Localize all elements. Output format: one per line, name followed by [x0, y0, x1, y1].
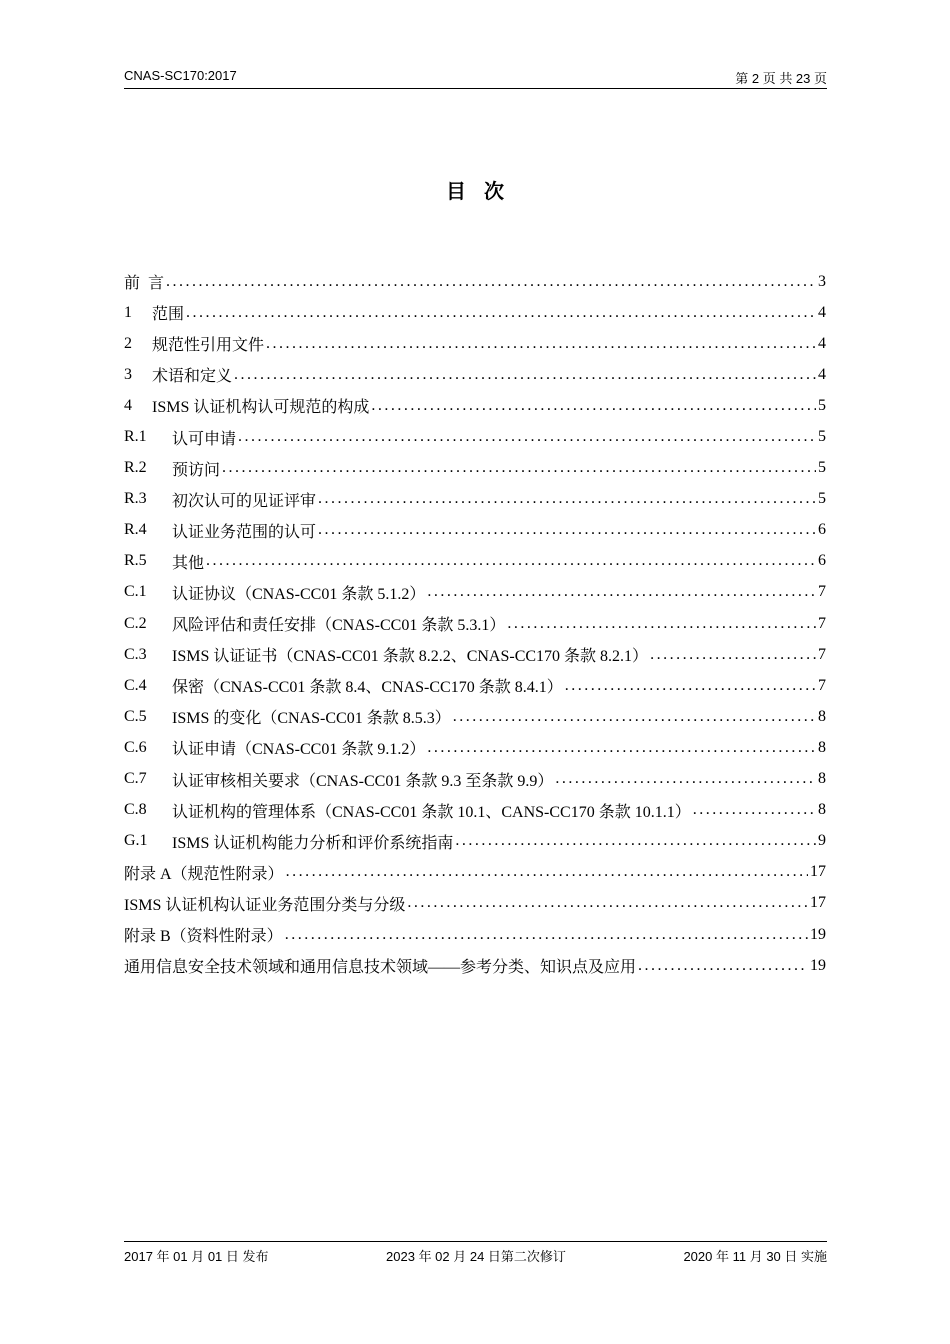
dot-leader — [166, 273, 816, 291]
toc-entry-page: 17 — [810, 894, 826, 912]
toc-entry[interactable] — [124, 764, 826, 795]
toc-entry-title: 规范性引用文件 — [152, 337, 265, 355]
toc-entry-page: 5 — [818, 428, 826, 446]
toc-entry-title: ISMS 认证证书（CNAS-CC01 条款 8.2.2、CNAS-CC170 条款 8.2.1） — [172, 648, 649, 666]
toc-entry-title: 附录 A（规范性附录） — [124, 865, 284, 883]
page-header — [124, 68, 827, 89]
dot-leader — [427, 583, 816, 601]
toc-entry-number: 1 — [124, 303, 132, 321]
effective-date: 2020 年 11 月 30 日 实施 — [683, 1249, 827, 1264]
toc-entry-title: ISMS 的变化（CNAS-CC01 条款 8.5.3） — [172, 710, 451, 728]
dot-leader — [638, 957, 808, 975]
dot-leader — [238, 428, 816, 446]
toc-entry-number: R.4 — [124, 521, 147, 539]
dot-leader — [266, 335, 816, 353]
revision-date: 2023 年 02 月 24 日第二次修订 — [386, 1249, 566, 1264]
toc-entry-title: 认可申请 — [172, 430, 237, 448]
toc-entry-page: 7 — [818, 676, 826, 694]
dot-leader — [455, 832, 816, 850]
toc-entry-page: 5 — [818, 396, 826, 414]
toc-entry[interactable] — [124, 453, 826, 484]
toc-entry[interactable] — [124, 950, 826, 981]
toc-entry-page: 4 — [818, 334, 826, 352]
dot-leader — [186, 304, 816, 322]
toc-entry[interactable] — [124, 328, 826, 359]
toc-entry-title: ISMS 认证机构能力分析和评价系统指南 — [172, 834, 454, 852]
dot-leader — [318, 490, 816, 508]
toc-entry-page: 9 — [818, 832, 826, 850]
toc-entry-title: 初次认可的见证评审 — [172, 492, 317, 510]
toc-entry-number: 2 — [124, 334, 132, 352]
toc-entry[interactable] — [124, 888, 826, 919]
toc-entry-title: 前 言 — [124, 275, 165, 293]
toc-entry-title: 认证审核相关要求（CNAS-CC01 条款 9.3 至条款 9.9） — [172, 772, 554, 790]
table-of-contents — [124, 266, 826, 981]
toc-entry-page: 5 — [818, 490, 826, 508]
toc-entry-page: 8 — [818, 801, 826, 819]
document-code: CNAS-SC170:2017 — [124, 68, 237, 83]
toc-entry-page: 7 — [818, 583, 826, 601]
toc-entry-title: 保密（CNAS-CC01 条款 8.4、CNAS-CC170 条款 8.4.1） — [172, 679, 563, 697]
toc-entry-page: 4 — [818, 303, 826, 321]
dot-leader — [371, 397, 816, 415]
toc-entry-title: 范围 — [152, 306, 185, 324]
toc-entry-page: 19 — [810, 956, 826, 974]
toc-entry-page: 3 — [818, 272, 826, 290]
toc-entry-title: 认证申请（CNAS-CC01 条款 9.1.2） — [172, 741, 426, 759]
dot-leader — [286, 863, 808, 881]
dot-leader — [407, 894, 808, 912]
toc-entry[interactable] — [124, 857, 826, 888]
toc-entry-page: 7 — [818, 614, 826, 632]
toc-entry[interactable] — [124, 577, 826, 608]
dot-leader — [565, 677, 816, 695]
dot-leader — [222, 459, 816, 477]
dot-leader — [427, 739, 816, 757]
toc-entry-number: C.3 — [124, 645, 147, 663]
toc-entry[interactable] — [124, 421, 826, 452]
toc-entry-title: 附录 B（资料性附录） — [124, 928, 283, 946]
toc-entry-title: ISMS 认证机构认证业务范围分类与分级 — [124, 896, 406, 914]
toc-entry[interactable] — [124, 639, 826, 670]
dot-leader — [285, 926, 808, 944]
toc-entry-number: C.4 — [124, 676, 147, 694]
toc-entry[interactable] — [124, 297, 826, 328]
toc-entry-number: G.1 — [124, 832, 148, 850]
toc-entry-number: C.5 — [124, 707, 147, 725]
dot-leader — [650, 646, 816, 664]
toc-entry[interactable] — [124, 795, 826, 826]
page-title: 目次 — [446, 181, 522, 203]
toc-entry-number: 3 — [124, 365, 132, 383]
dot-leader — [206, 552, 816, 570]
toc-entry-title: 术语和定义 — [152, 368, 233, 386]
toc-entry-page: 8 — [818, 770, 826, 788]
toc-entry-title: 认证机构的管理体系（CNAS-CC01 条款 10.1、CANS-CC170 条款 10.1.1） — [172, 803, 691, 821]
toc-entry-page: 8 — [818, 738, 826, 756]
dot-leader — [234, 366, 816, 384]
toc-entry-page: 17 — [810, 863, 826, 881]
toc-entry-number: R.5 — [124, 552, 147, 570]
toc-entry-title: 其他 — [172, 554, 205, 572]
page-info: 第 2 页 共 23 页 — [735, 71, 827, 86]
dot-leader — [318, 521, 816, 539]
toc-entry-number: R.3 — [124, 490, 147, 508]
toc-entry-title: 风险评估和责任安排（CNAS-CC01 条款 5.3.1） — [172, 617, 506, 635]
toc-entry[interactable] — [124, 608, 826, 639]
toc-entry-number: R.1 — [124, 428, 147, 446]
toc-entry-number: C.6 — [124, 738, 147, 756]
toc-entry[interactable] — [124, 826, 826, 857]
toc-entry-number: C.2 — [124, 614, 147, 632]
toc-entry[interactable] — [124, 266, 826, 297]
toc-entry[interactable] — [124, 701, 826, 732]
toc-entry-number: C.1 — [124, 583, 147, 601]
toc-entry[interactable] — [124, 359, 826, 390]
toc-entry[interactable] — [124, 919, 826, 950]
toc-entry[interactable] — [124, 484, 826, 515]
toc-entry-title: 认证业务范围的认可 — [172, 523, 317, 541]
toc-entry-page: 7 — [818, 645, 826, 663]
page-footer — [124, 1241, 827, 1265]
toc-entry[interactable] — [124, 546, 826, 577]
toc-entry-page: 6 — [818, 552, 826, 570]
publish-date: 2017 年 01 月 01 日 发布 — [124, 1249, 269, 1264]
dot-leader — [693, 801, 816, 819]
dot-leader — [453, 708, 816, 726]
toc-entry-number: 4 — [124, 396, 132, 414]
toc-entry-title: ISMS 认证机构认可规范的构成 — [152, 399, 370, 417]
toc-entry-page: 8 — [818, 707, 826, 725]
dot-leader — [555, 770, 816, 788]
toc-entry-title: 认证协议（CNAS-CC01 条款 5.1.2） — [172, 585, 426, 603]
toc-entry-title: 预访问 — [172, 461, 221, 479]
toc-entry[interactable] — [124, 732, 826, 763]
toc-entry-number: R.2 — [124, 459, 147, 477]
toc-entry[interactable] — [124, 390, 826, 421]
toc-entry[interactable] — [124, 670, 826, 701]
toc-entry-number: C.8 — [124, 801, 147, 819]
toc-entry-number: C.7 — [124, 770, 147, 788]
toc-entry-page: 19 — [810, 925, 826, 943]
toc-entry-page: 5 — [818, 459, 826, 477]
dot-leader — [507, 615, 816, 633]
toc-entry-page: 4 — [818, 365, 826, 383]
toc-entry[interactable] — [124, 515, 826, 546]
toc-entry-title: 通用信息安全技术领域和通用信息技术领域——参考分类、知识点及应用 — [124, 959, 637, 977]
toc-entry-page: 6 — [818, 521, 826, 539]
